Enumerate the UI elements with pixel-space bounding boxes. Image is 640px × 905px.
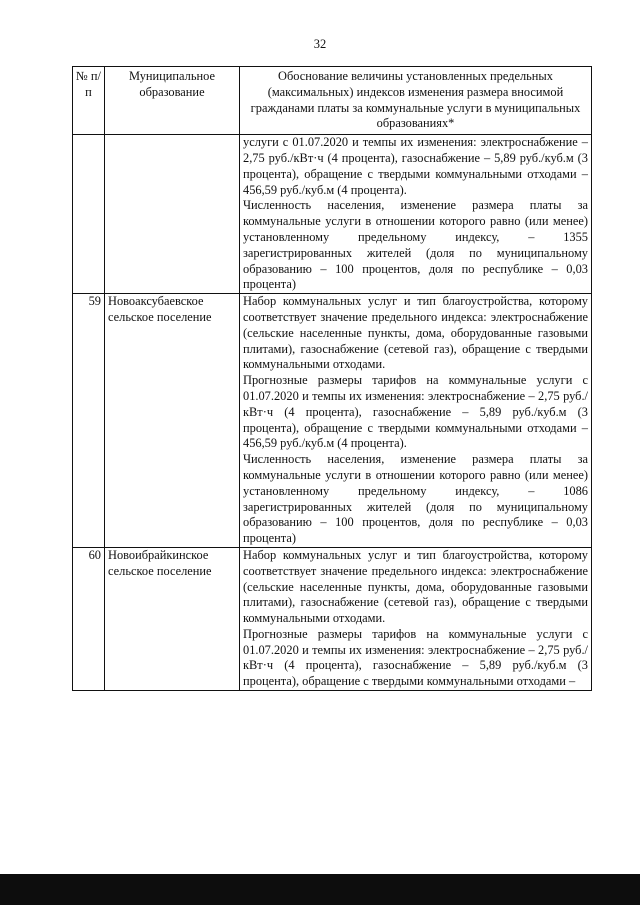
justification-paragraph: Численность населения, изменение размера платы за коммунальные услуги в отношении которого равно (или менее) установленному предельному индексу, – 1355 зарегистрированных жителей (доля по муниципальному образованию – 100 процентов, доля по республике – 0,03 процента) (243, 198, 588, 292)
row-justification (240, 294, 592, 548)
table-row (73, 547, 592, 690)
header-municipality: Муниципальное образование (105, 67, 240, 135)
justification-paragraph: Численность населения, изменение размера платы за коммунальные услуги в отношении которого равно (или менее) установленному предельному индексу, – 1086 зарегистрированных жителей (доля по муниципальному образованию – 100 процентов, доля по республике – 0,03 процента) (243, 452, 588, 546)
justification-paragraph: Прогнозные размеры тарифов на коммунальные услуги с 01.07.2020 и темпы их изменения: электроснабжение – 2,75 руб./кВт·ч (4 процента), газоснабжение – 5,89 руб./куб.м (3 процента), обращение с твердыми коммунальными отходами – 456,59 руб./куб.м (4 процента). (243, 373, 588, 451)
row-num: 60 (73, 547, 105, 690)
row-num (73, 135, 105, 294)
header-justification: Обоснование величины установленных предельных (максимальных) индексов изменения размера вносимой гражданами платы за коммунальные услуги в муниципальных образованиях* (240, 67, 592, 135)
row-municipality (105, 135, 240, 294)
row-justification (240, 135, 592, 294)
row-justification (240, 547, 592, 690)
table-header-row (73, 67, 592, 135)
row-municipality: Новоибрайкинское сельское поселение (105, 547, 240, 690)
row-municipality: Новоаксубаевское сельское поселение (105, 294, 240, 548)
justification-paragraph: Набор коммунальных услуг и тип благоустройства, которому соответствует значение предельного индекса: электроснабжение (сельские населенные пункты, дома, оборудованные газовыми плитами), газоснабжение (сетевой газ), обращение с твердыми коммунальными отходами. (243, 547, 588, 626)
scan-bottom-edge (0, 874, 640, 905)
page-number: 32 (313, 37, 327, 51)
tariff-index-table (72, 66, 592, 691)
header-num: № п/п (73, 67, 105, 135)
table-row (73, 135, 592, 294)
justification-paragraph: услуги с 01.07.2020 и темпы их изменения: электроснабжение – 2,75 руб./кВт·ч (4 процента), газоснабжение – 5,89 руб./куб.м (3 процента), обращение с твердыми коммунальными отходами – 456,59 руб./куб.м (4 процента). (243, 135, 588, 197)
justification-paragraph: Набор коммунальных услуг и тип благоустройства, которому соответствует значение предельного индекса: электроснабжение (сельские населенные пункты, дома, оборудованные газовыми плитами), газоснабжение (сетевой газ), обращение с твердыми коммунальными отходами. (243, 294, 588, 372)
justification-paragraph: Прогнозные размеры тарифов на коммунальные услуги с 01.07.2020 и темпы их изменения: электроснабжение – 2,75 руб./кВт·ч (4 процента), газоснабжение – 5,89 руб./куб.м (3 процента), обращение с твердыми коммунальными отходами – (243, 626, 588, 689)
table-row (73, 294, 592, 548)
row-num: 59 (73, 294, 105, 548)
